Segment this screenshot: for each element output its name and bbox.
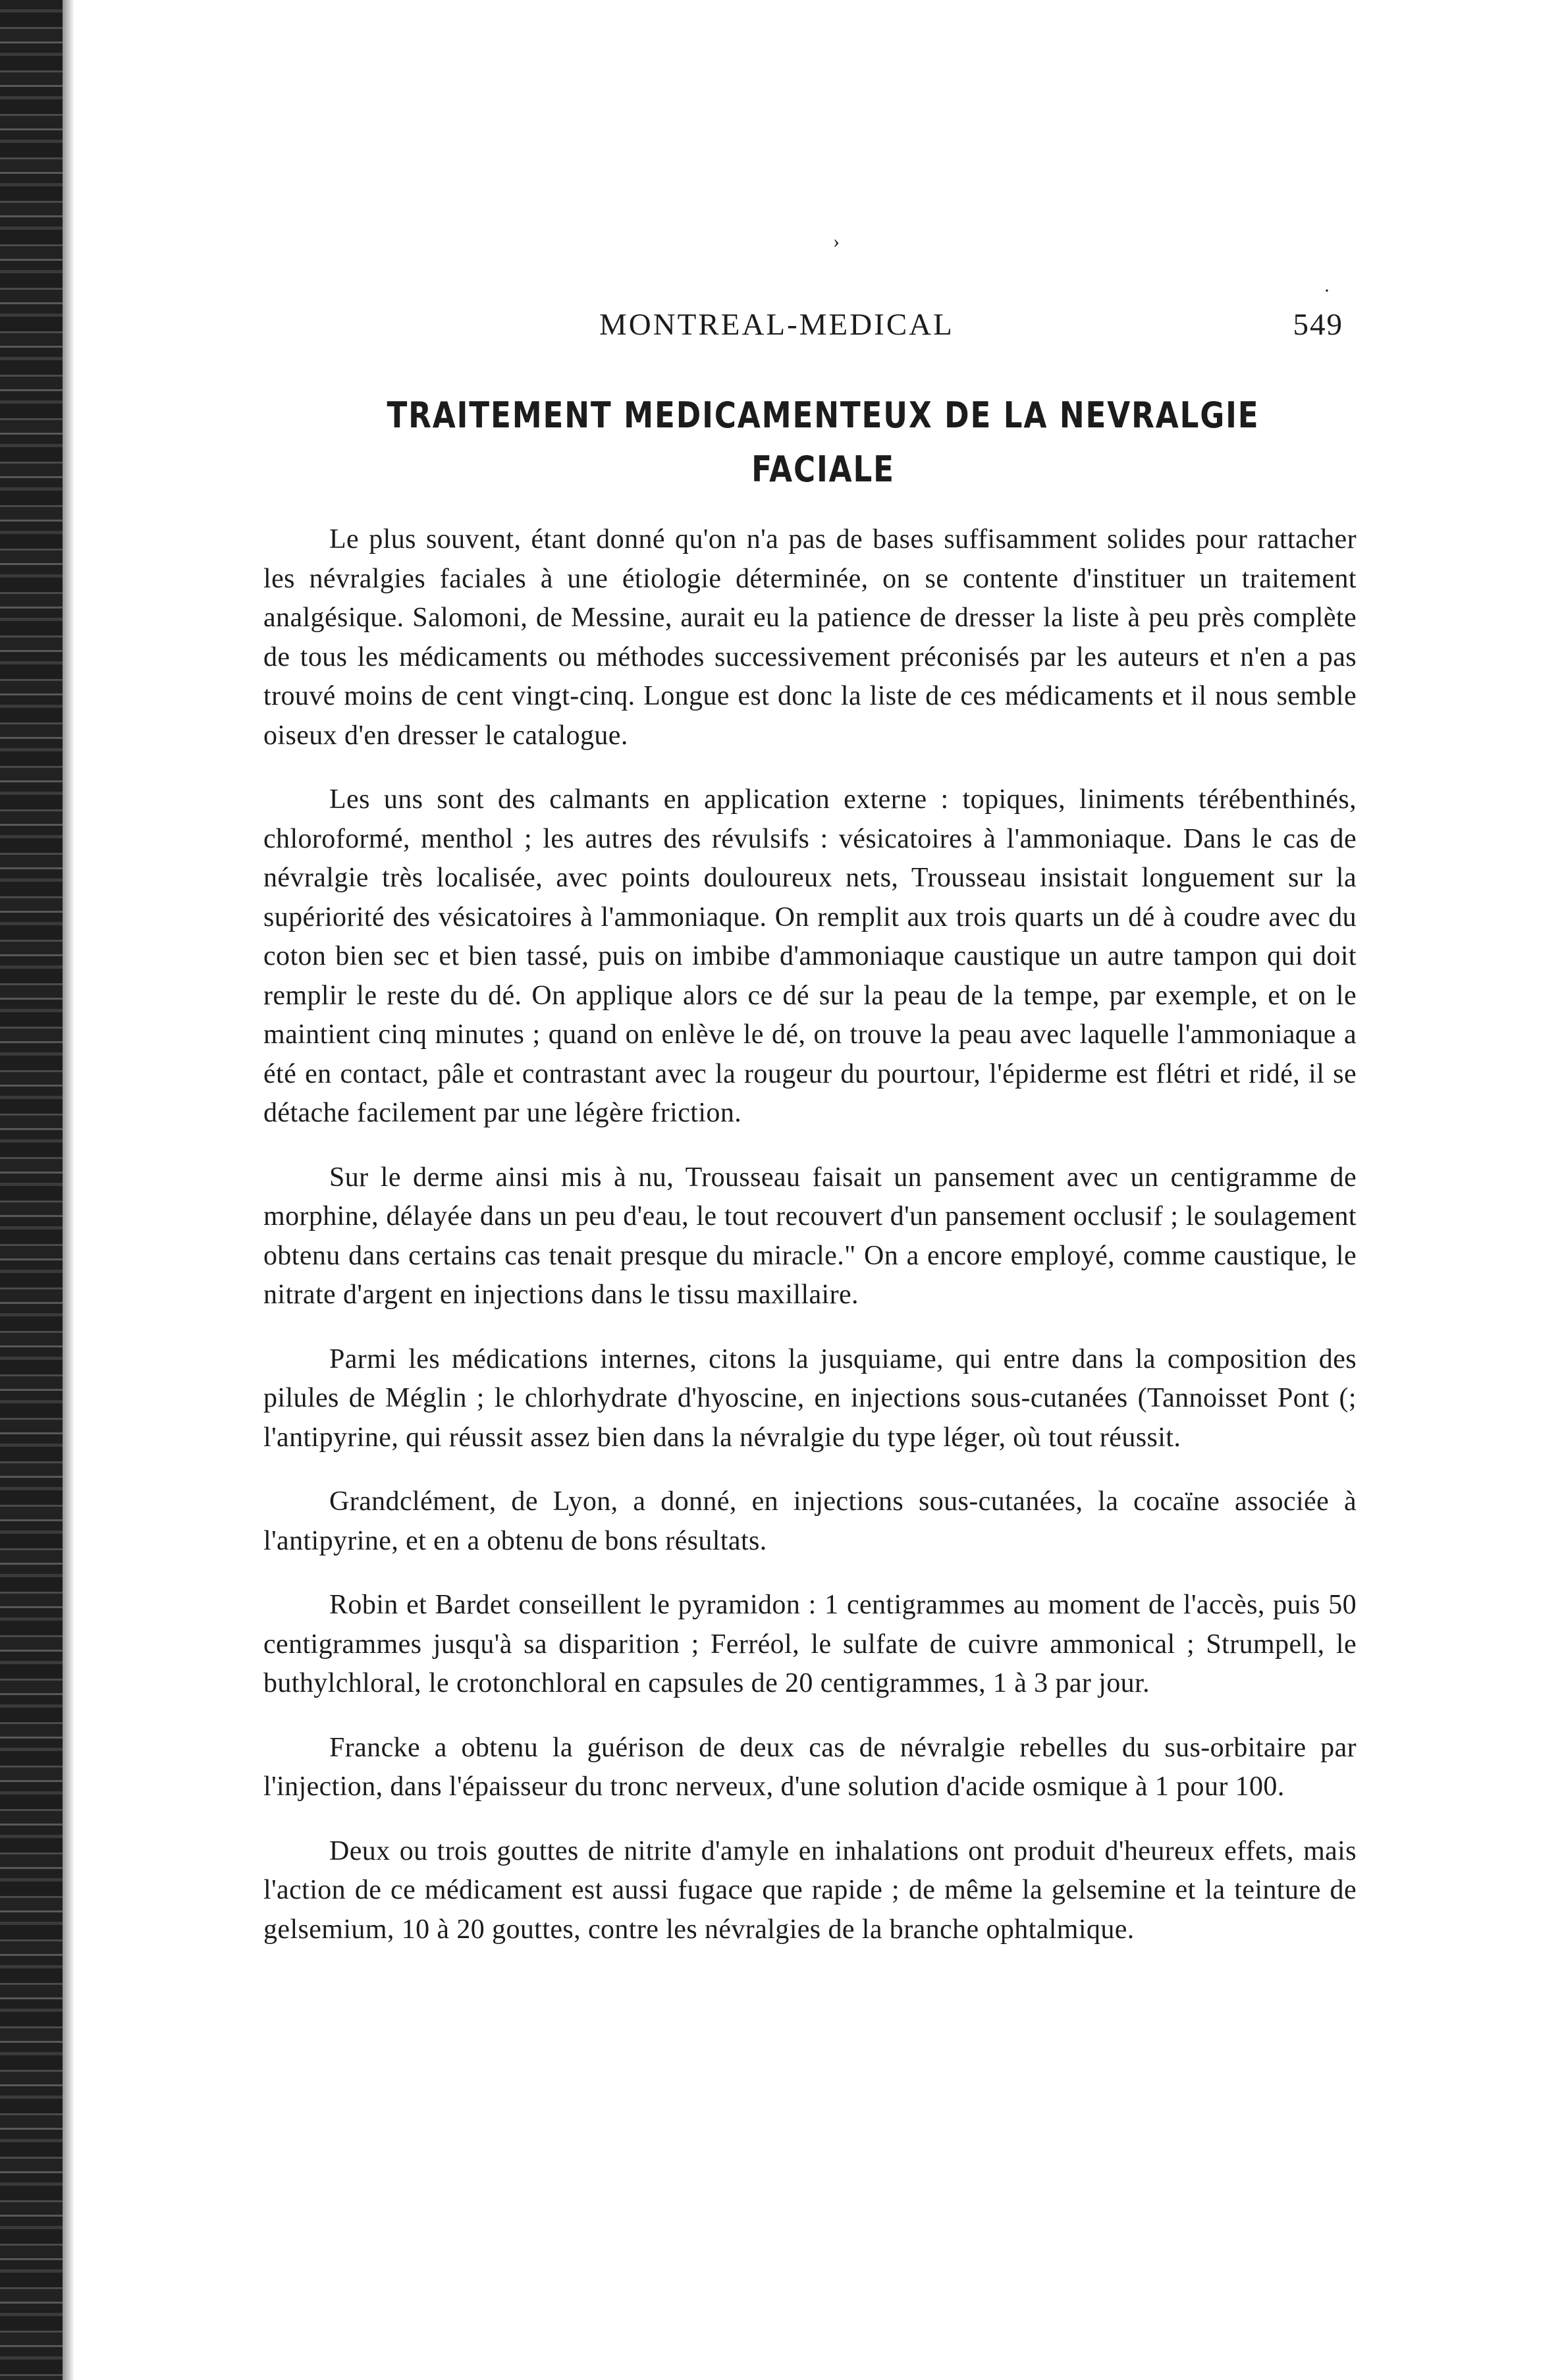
running-head — [329, 304, 1343, 350]
scan-speck: · — [1324, 280, 1330, 302]
article-title-line-1: TRAITEMENT MEDICAMENTEUX DE LA NEVRALGIE — [387, 394, 1260, 436]
paragraph: Grandclément, de Lyon, a donné, en injections sous-cutanées, la cocaïne associée à l'antipyrine, et en a obtenu de bons résultats. — [263, 1486, 1357, 1556]
article-title — [376, 389, 1270, 497]
paragraph: Robin et Bardet conseillent le pyramidon : 1 centigrammes au moment de l'accès, puis 50 centigrammes jusqu'à sa disparition ; Ferréol, le sulfate de cuivre ammonical ; Strumpell, le buthylchloral, le crotonchloral en capsules de 20 centigrammes, 1 à 3 par jour. — [263, 1590, 1357, 1698]
article-body — [263, 520, 1357, 1974]
paragraph: Deux ou trois gouttes de nitrite d'amyle en inhalations ont produit d'heureux effets, mais l'action de ce médicament est aussi fugace que rapide ; de même la gelsemine et la teinture de gelsemium, 10 à 20 gouttes, contre les névralgies de la branche ophtalmique. — [263, 1835, 1357, 1945]
page-number: 549 — [1293, 308, 1343, 342]
scan-binding-edge — [0, 0, 63, 2380]
paragraph: Les uns sont des calmants en application externe : topiques, liniments térébenthinés, chloroformé, menthol ; les autres des révulsifs : vésicatoires à l'ammoniaque. Dans le cas de névralgie très localisée, avec points douloureux nets, Trousseau insistait longuement sur la supériorité des vésicatoires à l'ammoniaque. On remplit aux trois quarts un dé à coudre avec du coton bien sec et bien tassé, puis on imbibe d'ammoniaque caustique un autre tampon qui doit remplir le reste du dé. On applique alors ce dé sur la peau de la tempe, par exemple, et on le maintient cinq minutes ; quand on enlève le dé, on trouve la peau avec laquelle l'ammoniaque a été en contact, pâle et contrastant avec la rougeur du pourtour, l'épiderme est flétri et ridé, il se détache facilement par une légère friction. — [263, 784, 1357, 1128]
article-title-line-2: FACIALE — [751, 448, 895, 490]
journal-name: MONTREAL-MEDICAL — [599, 308, 954, 342]
paragraph: Le plus souvent, étant donné qu'on n'a pas de bases suffisamment solides pour rattacher les névralgies faciales à une étiologie déterminée, on se contente d'instituer un traitement analgésique. Salomoni, de Messine, aurait eu la patience de dresser la liste à peu près complète de tous les médicaments ou méthodes successivement préconisés par les auteurs et n'en a pas trouvé moins de cent vingt-cinq. Longue est donc la liste de ces médicaments et il nous semble oiseux d'en dresser le catalogue. — [263, 524, 1357, 751]
scan-speck: › — [833, 230, 840, 252]
paragraph: Sur le derme ainsi mis à nu, Trousseau faisait un pansement avec un centigramme de morphine, délayée dans un peu d'eau, le tout recouvert d'un pansement occlusif ; le soulagement obtenu dans certains cas tenait presque du miracle." On a encore employé, comme caustique, le nitrate d'argent en injections dans le tissu maxillaire. — [263, 1162, 1357, 1310]
paragraph: Francke a obtenu la guérison de deux cas de névralgie rebelles du sus-orbitaire par l'injection, dans l'épaisseur du tronc nerveux, d'une solution d'acide osmique à 1 pour 100. — [263, 1732, 1357, 1802]
paragraph: Parmi les médications internes, citons la jusquiame, qui entre dans la composition des pilules de Méglin ; le chlorhydrate d'hyoscine, en injections sous-cutanées (Tannoisset Pont (; l'antipyrine, qui réussit assez bien dans la névralgie du type léger, où tout réussit. — [263, 1343, 1357, 1453]
